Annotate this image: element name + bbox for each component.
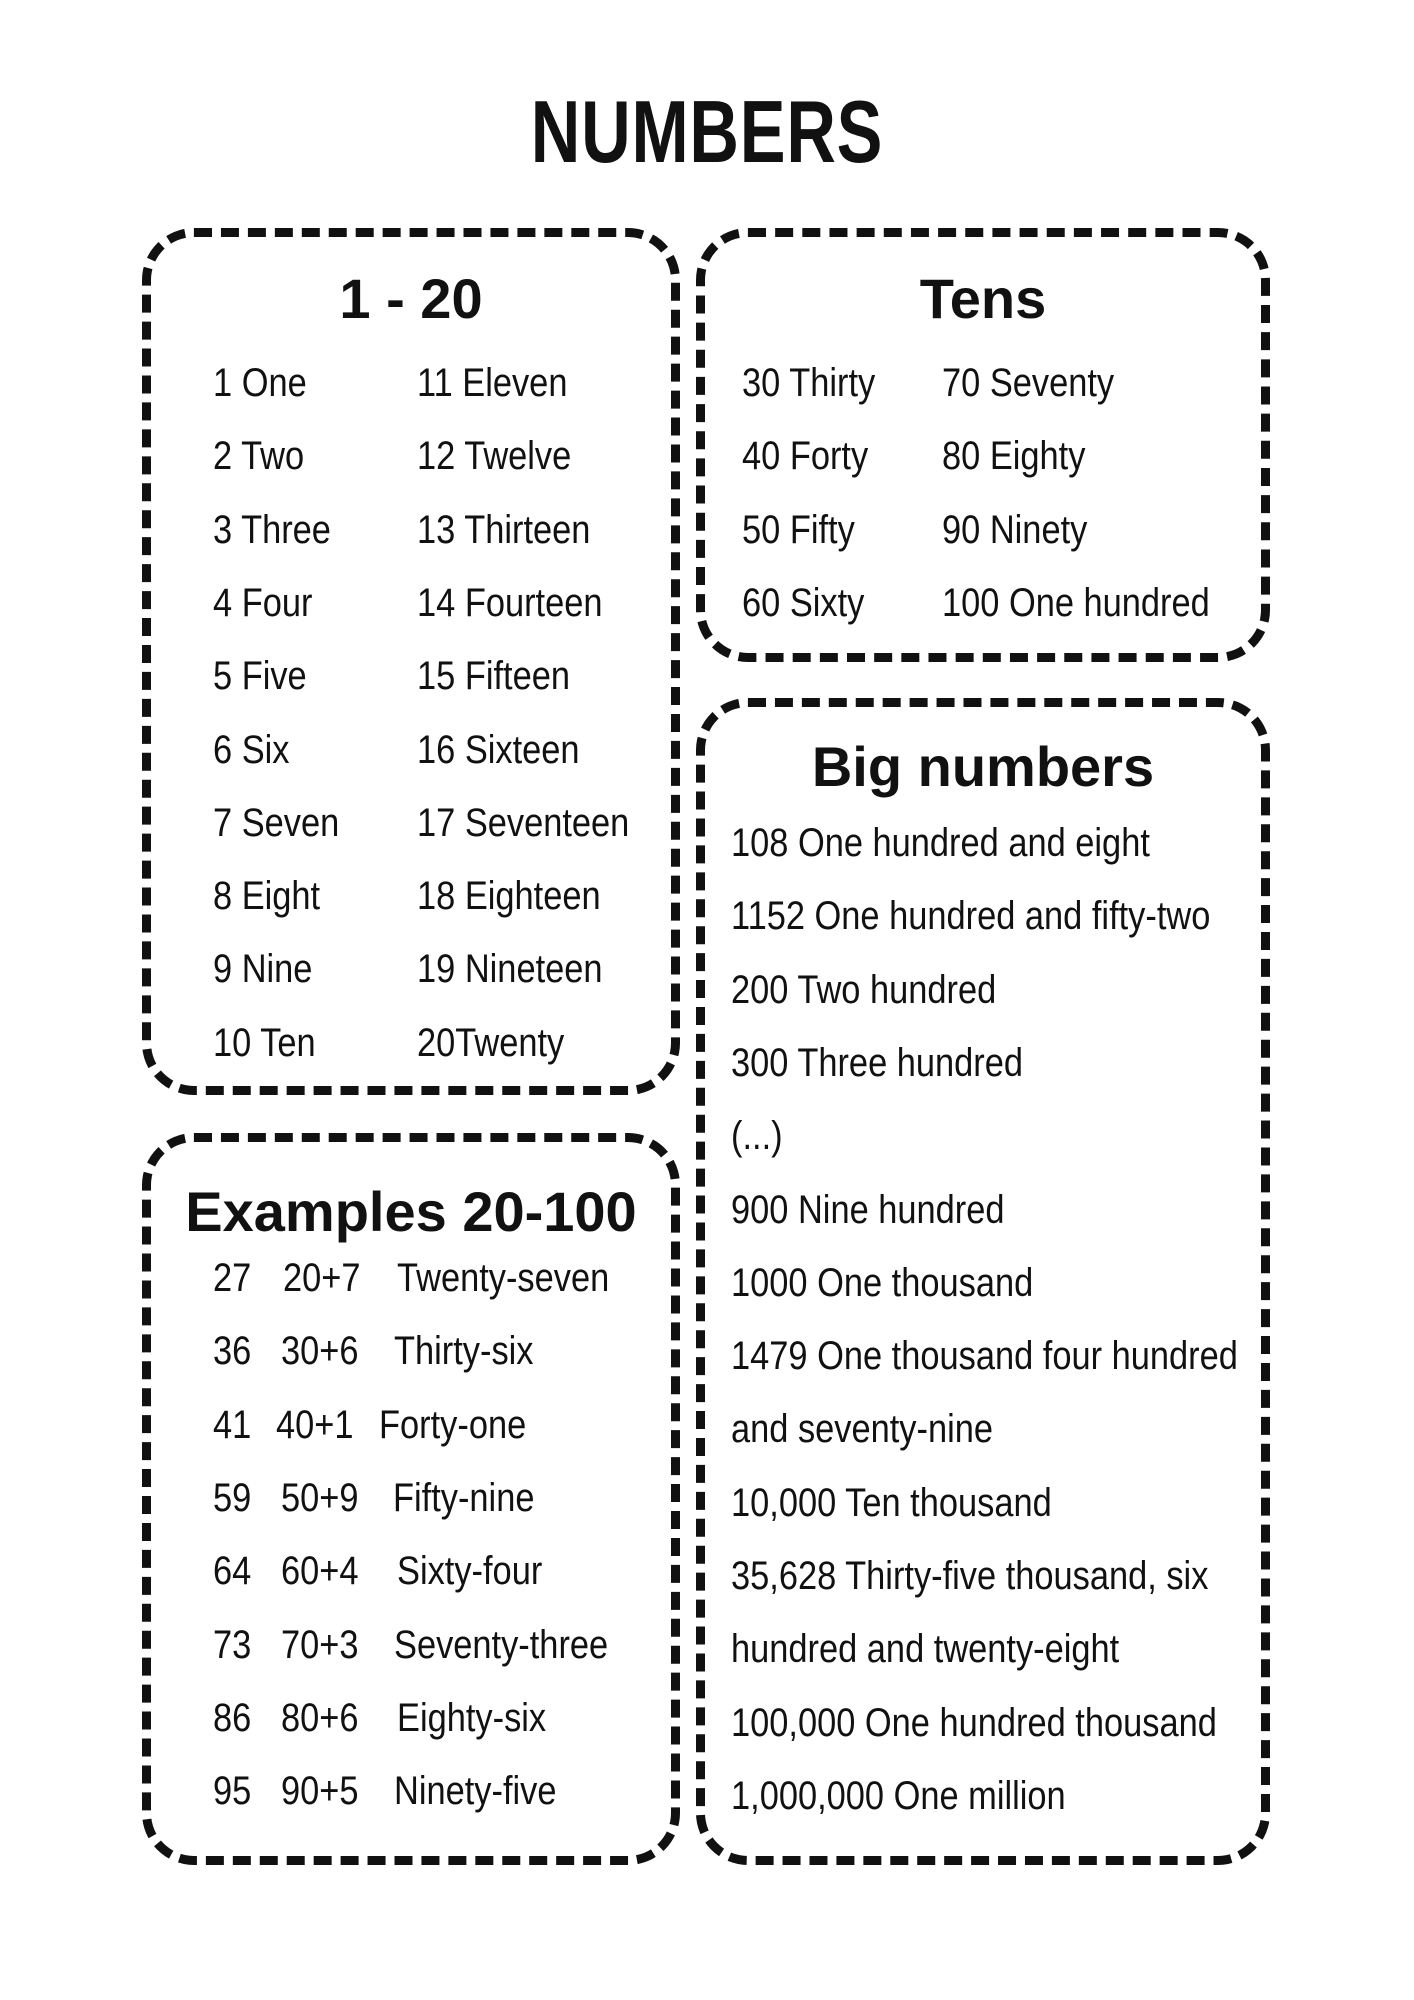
one-to-twenty-entry-right-5: 15 Fifteen <box>417 654 570 699</box>
big-number-line-3: 200 Two hundred <box>731 967 997 1012</box>
tens-entry-3: 50 Fifty <box>742 507 855 552</box>
example-sum: 50+9 <box>281 1475 359 1520</box>
one-to-twenty-entry-right-10: 20Twenty <box>417 1020 565 1065</box>
big-number-line-10: 10,000 Ten thousand <box>731 1480 1052 1525</box>
example-number: 64 <box>213 1549 252 1594</box>
box-examples <box>142 1133 680 1865</box>
example-word: Fifty-nine <box>393 1475 535 1520</box>
example-word: Seventy-three <box>394 1622 609 1667</box>
example-word: Twenty-seven <box>397 1256 610 1300</box>
example-number: 73 <box>213 1622 252 1667</box>
one-to-twenty-entry-right-6: 16 Sixteen <box>417 727 580 772</box>
tens-entry-1: 30 Thirty <box>742 361 876 405</box>
example-sum: 20+7 <box>283 1256 361 1300</box>
example-sum: 90+5 <box>281 1769 359 1814</box>
example-number: 36 <box>213 1329 252 1374</box>
box-big-numbers <box>696 698 1270 1865</box>
tens-entry-right-2: 80 Eighty <box>942 434 1086 479</box>
one-to-twenty-entry-right-3: 13 Thirteen <box>417 507 591 552</box>
one-to-twenty-entry-right-2: 12 Twelve <box>417 434 572 479</box>
example-sum: 30+6 <box>281 1329 359 1374</box>
big-number-line-14: 1,000,000 One million <box>731 1773 1066 1818</box>
example-sum: 40+1 <box>276 1402 354 1447</box>
one-to-twenty-entry-right-9: 19 Nineteen <box>417 947 603 992</box>
example-word: Thirty-six <box>394 1329 534 1374</box>
tens-entry-right-1: 70 Seventy <box>942 361 1115 405</box>
big-number-line-1: 108 One hundred and eight <box>731 821 1150 865</box>
box-title-tens: Tens <box>919 267 1047 330</box>
big-number-line-8: 1479 One thousand four hundred <box>731 1334 1238 1379</box>
one-to-twenty-entry-3: 3 Three <box>213 507 331 552</box>
big-number-line-11: 35,628 Thirty-five thousand, six <box>731 1554 1209 1598</box>
box-one-to-twenty <box>142 228 680 1095</box>
box-title-examples: Examples 20-100 <box>185 1180 637 1243</box>
one-to-twenty-entry-right-1: 11 Eleven <box>417 361 568 405</box>
one-to-twenty-entry-6: 6 Six <box>213 727 290 772</box>
example-sum: 70+3 <box>281 1622 359 1667</box>
example-word: Ninety-five <box>394 1769 557 1814</box>
example-word: Eighty-six <box>397 1695 547 1740</box>
example-number: 27 <box>213 1256 252 1300</box>
one-to-twenty-entry-5: 5 Five <box>213 654 307 699</box>
tens-entry-right-4: 100 One hundred <box>942 580 1210 625</box>
page-title: NUMBERS <box>530 82 884 181</box>
big-number-line-6: 900 Nine hundred <box>731 1187 1005 1232</box>
big-number-line-9: and seventy-nine <box>731 1407 994 1452</box>
one-to-twenty-entry-7: 7 Seven <box>213 800 340 845</box>
big-number-line-12: hundred and twenty-eight <box>731 1627 1120 1672</box>
example-word: Forty-one <box>379 1402 527 1447</box>
tens-entry-right-3: 90 Ninety <box>942 507 1088 552</box>
example-word: Sixty-four <box>397 1549 543 1594</box>
example-number: 86 <box>213 1695 252 1740</box>
one-to-twenty-entry-right-4: 14 Fourteen <box>417 580 603 625</box>
one-to-twenty-entry-4: 4 Four <box>213 580 313 625</box>
one-to-twenty-entry-1: 1 One <box>213 361 307 405</box>
tens-entry-4: 60 Sixty <box>742 580 865 625</box>
one-to-twenty-entry-10: 10 Ten <box>213 1020 316 1065</box>
example-sum: 80+6 <box>281 1695 359 1740</box>
box-title-one-to-twenty: 1 - 20 <box>339 267 483 330</box>
tens-entry-2: 40 Forty <box>742 434 869 479</box>
big-number-line-2: 1152 One hundred and fifty-two <box>731 894 1211 939</box>
big-number-line-4: 300 Three hundred <box>731 1040 1023 1085</box>
one-to-twenty-entry-right-8: 18 Eighteen <box>417 874 601 919</box>
example-number: 59 <box>213 1475 252 1520</box>
example-number: 41 <box>213 1402 252 1447</box>
example-number: 95 <box>213 1769 252 1814</box>
big-number-line-7: 1000 One thousand <box>731 1260 1034 1305</box>
one-to-twenty-entry-9: 9 Nine <box>213 947 313 992</box>
one-to-twenty-entry-right-7: 17 Seventeen <box>417 800 630 845</box>
box-title-big-numbers: Big numbers <box>811 735 1155 798</box>
one-to-twenty-entry-2: 2 Two <box>213 434 305 479</box>
big-number-line-13: 100,000 One hundred thousand <box>731 1700 1217 1745</box>
box-tens <box>696 228 1270 662</box>
one-to-twenty-entry-8: 8 Eight <box>213 874 321 919</box>
big-number-line-5: (...) <box>731 1114 783 1159</box>
example-sum: 60+4 <box>281 1549 359 1594</box>
